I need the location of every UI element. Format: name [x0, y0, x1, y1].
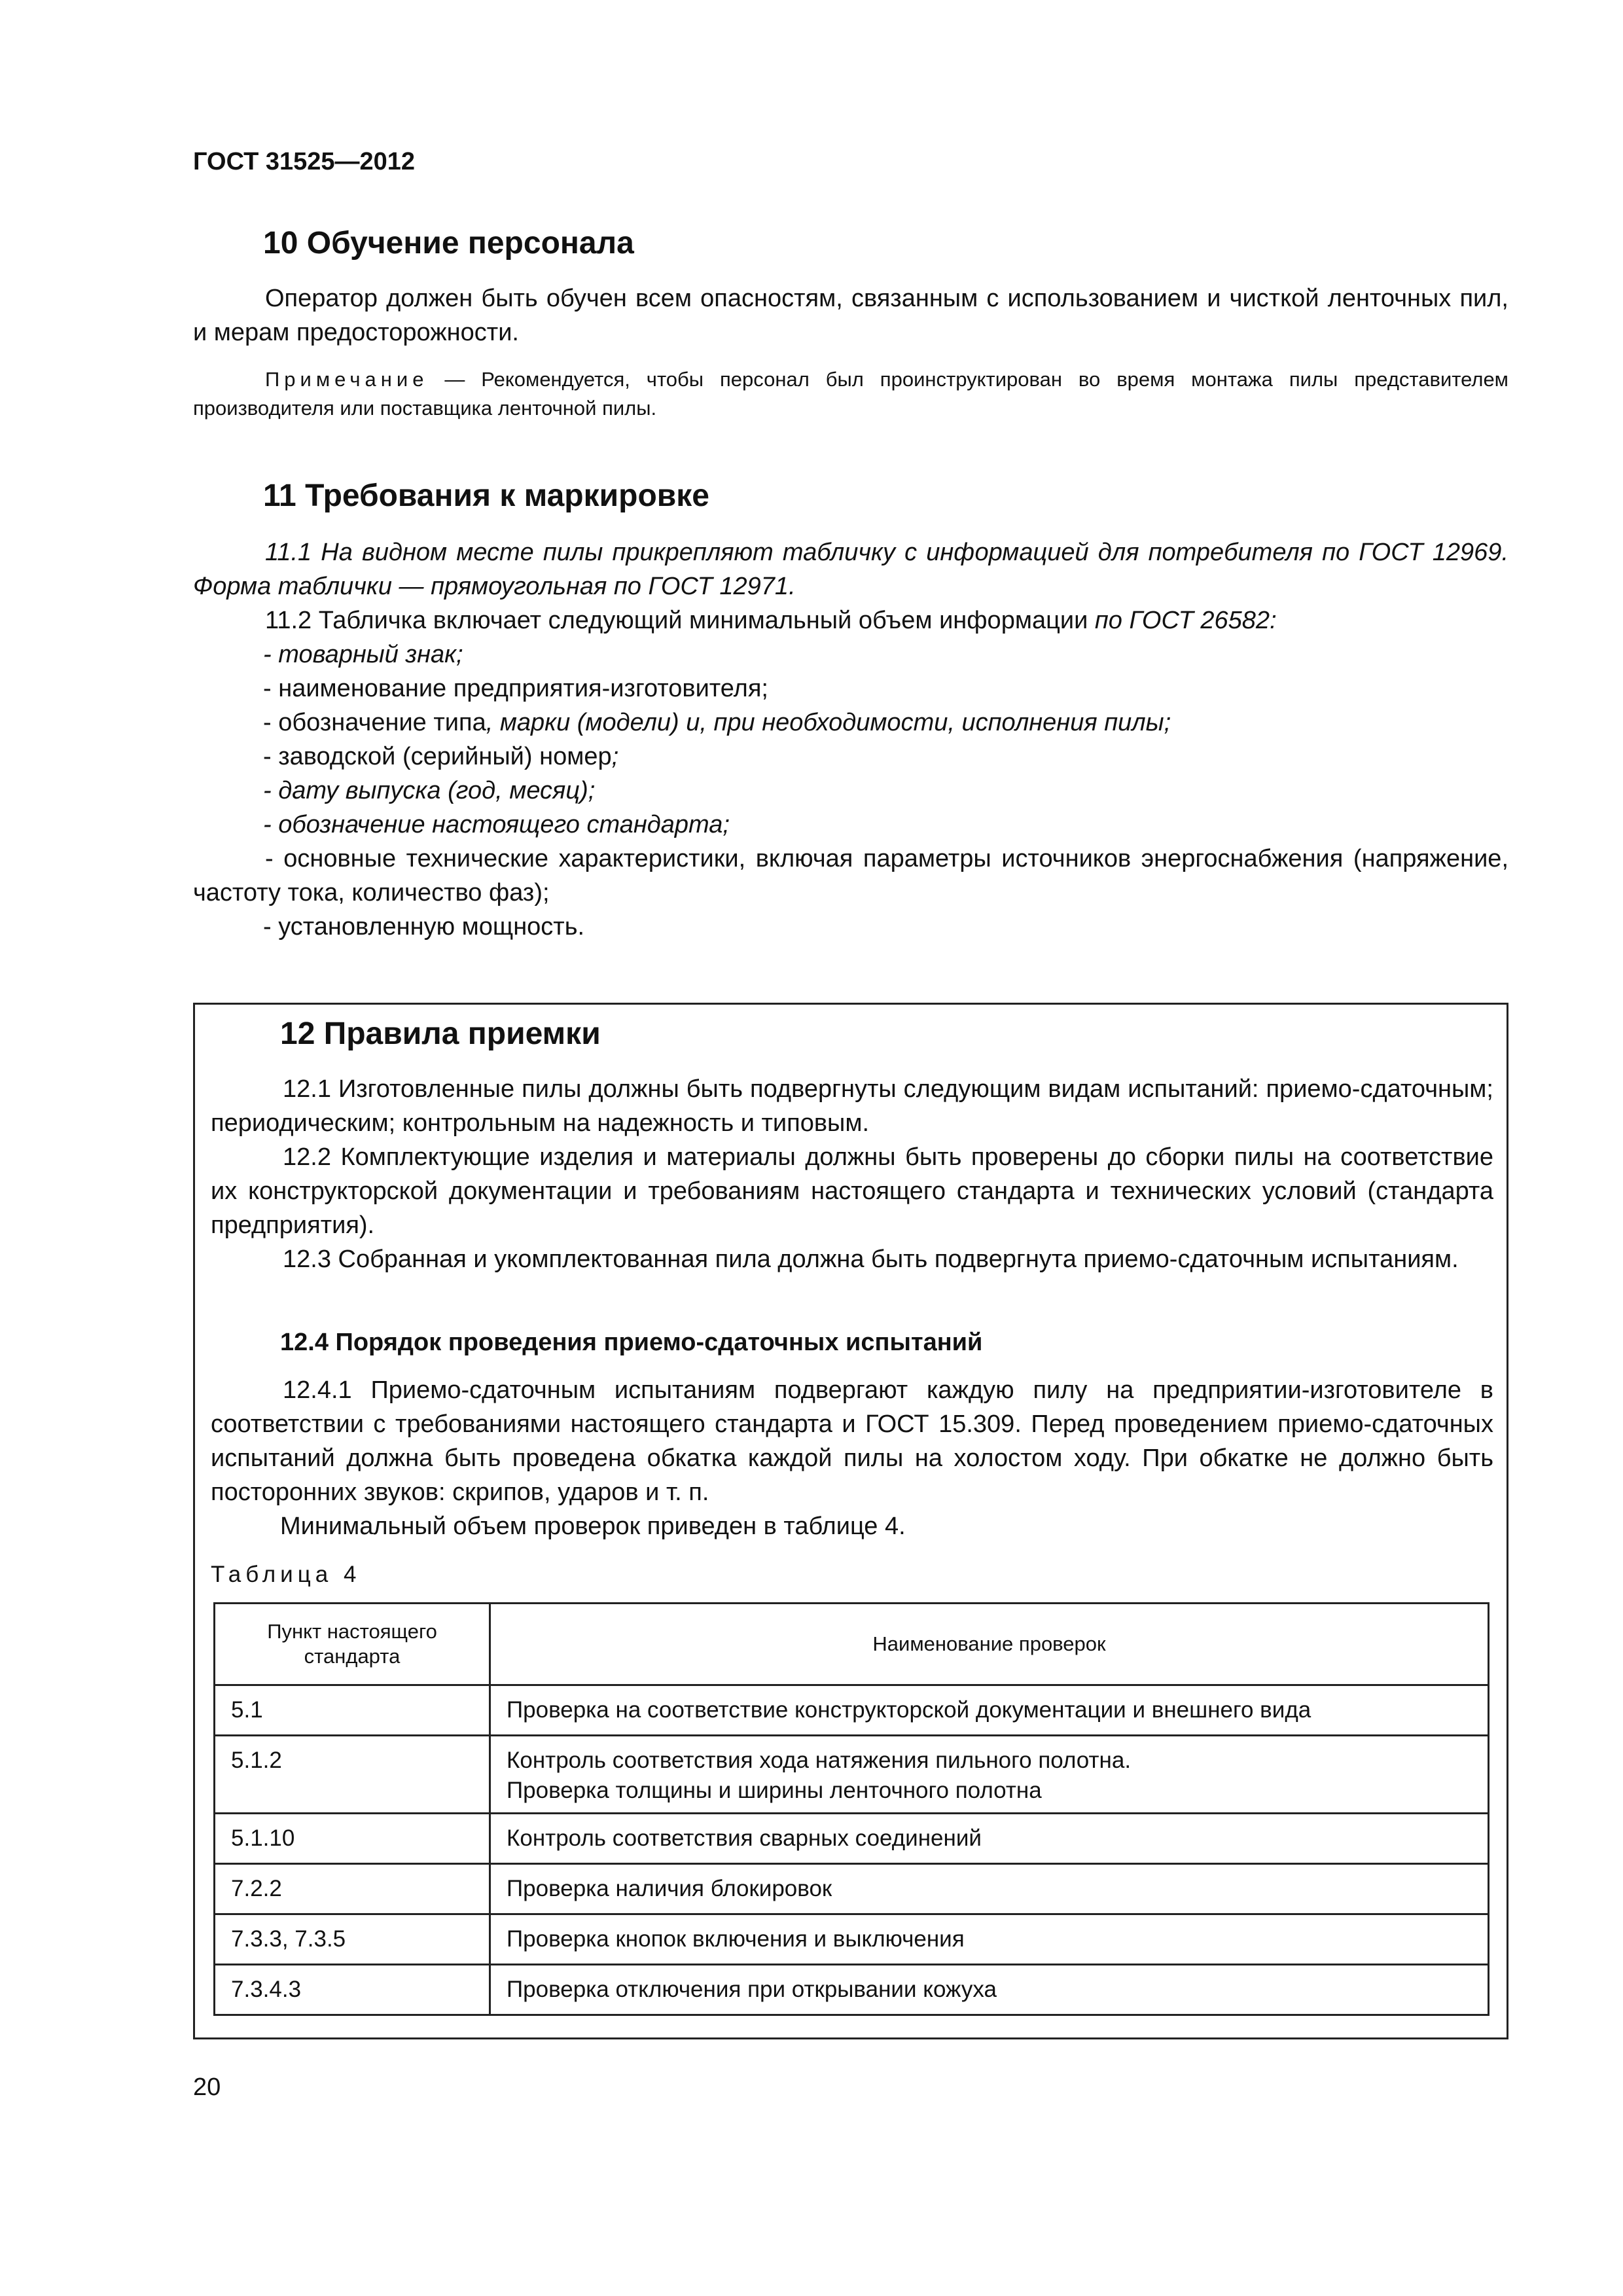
- list-item-type: [263, 706, 1171, 740]
- table-row: [215, 1965, 1489, 2015]
- list-item-characteristics: - основные технические характеристики, включая параметры источников энергоснабжения (напряжение, частоту тока, количество фаз);: [193, 845, 1508, 906]
- header-clause-line1: Пункт настоящего: [267, 1620, 437, 1643]
- clause-12-1: 12.1 Изготовленные пилы должны быть подвергнуты следующим видам испытаний: приемо-сдаточным; периодическим; контрольным на надежность и типовым.: [211, 1075, 1493, 1137]
- list-item-type-text: - обозначение типа: [263, 709, 486, 736]
- page-number: 20: [193, 2073, 221, 2101]
- list-item-date: - дату выпуска (год, месяц);: [263, 777, 596, 804]
- cell-check: [490, 1736, 1489, 1814]
- clause-12-4-title: 12.4 Порядок проведения приемо-сдаточных испытаний: [280, 1329, 983, 1356]
- section-10-title: 10 Обучение персонала: [263, 226, 634, 260]
- note-label: Примечание: [265, 368, 429, 391]
- cell-check: Проверка наличия блокировок: [490, 1864, 1489, 1914]
- section-11-title: 11 Требования к маркировке: [263, 478, 709, 513]
- table-reference: Минимальный объем проверок приведен в таблице 4.: [280, 1513, 906, 1540]
- list-item-manufacturer: - наименование предприятия-изготовителя;: [263, 675, 768, 702]
- cell-check: Контроль соответствия сварных соединений: [490, 1814, 1489, 1864]
- cell-clause: 7.2.2: [215, 1864, 490, 1914]
- header-check-name: Наименование проверок: [490, 1604, 1489, 1685]
- section-12-title: 12 Правила приемки: [280, 1016, 601, 1051]
- header-clause-line2: стандарта: [304, 1645, 401, 1668]
- list-item-serial-text: - заводской (серийный) номер: [263, 743, 612, 770]
- table-row: [215, 1814, 1489, 1864]
- list-item-standard: - обозначение настоящего стандарта;: [263, 811, 730, 838]
- clause-12-4-1: 12.4.1 Приемо-сдаточным испытаниям подвергают каждую пилу на предприятии-изготовителе в соответствии с требованиями настоящего стандарта и ГОСТ 15.309. Перед проведением приемо-сдаточных испытаний должна быть проведена обкатка каждой пилы на холостом ходу. При обкатке не должно быть посторонних звуков: скрипов, ударов и т. п.: [211, 1376, 1493, 1506]
- cell-clause: 5.1.10: [215, 1814, 490, 1864]
- table-row: [215, 1685, 1489, 1736]
- table-caption: Таблица 4: [211, 1562, 361, 1587]
- document-code: ГОСТ 31525—2012: [193, 148, 416, 175]
- header-clause: [215, 1604, 490, 1685]
- list-item-power: - установленную мощность.: [263, 913, 585, 941]
- cell-check-line2: Проверка толщины и ширины ленточного полотна: [507, 1778, 1042, 1803]
- cell-clause: 7.3.3, 7.3.5: [215, 1914, 490, 1965]
- cell-check: Проверка на соответствие конструкторской документации и внешнего вида: [490, 1685, 1489, 1736]
- clause-12-2: 12.2 Комплектующие изделия и материалы должны быть проверены до сборки пилы на соответствие их конструкторской документации и требованиям настоящего стандарта и технических условий (стандарта предприятия).: [211, 1143, 1493, 1239]
- list-item-type-italic: , марки (модели) и, при необходимости, исполнения пилы;: [486, 709, 1171, 736]
- table-row: [215, 1864, 1489, 1914]
- clause-11-1: 11.1 На видном месте пилы прикрепляют табличку с информацией для потребителя по ГОСТ 12969. Форма таблички — прямоугольная по ГОСТ 12971.: [193, 539, 1508, 600]
- clause-11-2-ref: по ГОСТ 26582:: [1094, 607, 1277, 634]
- cell-clause: 5.1.2: [215, 1736, 490, 1814]
- list-item-serial-italic: ;: [611, 743, 619, 770]
- clause-11-2: [265, 603, 1277, 637]
- section-10-paragraph: Оператор должен быть обучен всем опасностям, связанным с использованием и чисткой ленточных пил, и мерам предосторожности.: [193, 285, 1508, 346]
- list-item-serial: [263, 740, 618, 774]
- cell-clause: 7.3.4.3: [215, 1965, 490, 2015]
- section-10-note: [193, 365, 1508, 423]
- list-item-trademark: - товарный знак;: [263, 641, 463, 668]
- cell-check: Проверка кнопок включения и выключения: [490, 1914, 1489, 1965]
- cell-clause: 5.1: [215, 1685, 490, 1736]
- checks-table: [213, 1602, 1489, 2016]
- table-row: [215, 1914, 1489, 1965]
- clause-11-2-text: 11.2 Табличка включает следующий минимальный объем информации: [265, 607, 1095, 634]
- cell-check-line1: Контроль соответствия хода натяжения пильного полотна.: [507, 1748, 1132, 1773]
- table-header-row: [215, 1604, 1489, 1685]
- clause-12-3: 12.3 Собранная и укомплектованная пила должна быть подвергнута приемо-сдаточным испытаниям.: [283, 1246, 1459, 1273]
- note-text: — Рекомендуется, чтобы персонал был проинструктирован во время монтажа пилы представителем производителя или поставщика ленточной пилы.: [193, 368, 1508, 420]
- cell-check: Проверка отключения при открывании кожуха: [490, 1965, 1489, 2015]
- table-row: [215, 1736, 1489, 1814]
